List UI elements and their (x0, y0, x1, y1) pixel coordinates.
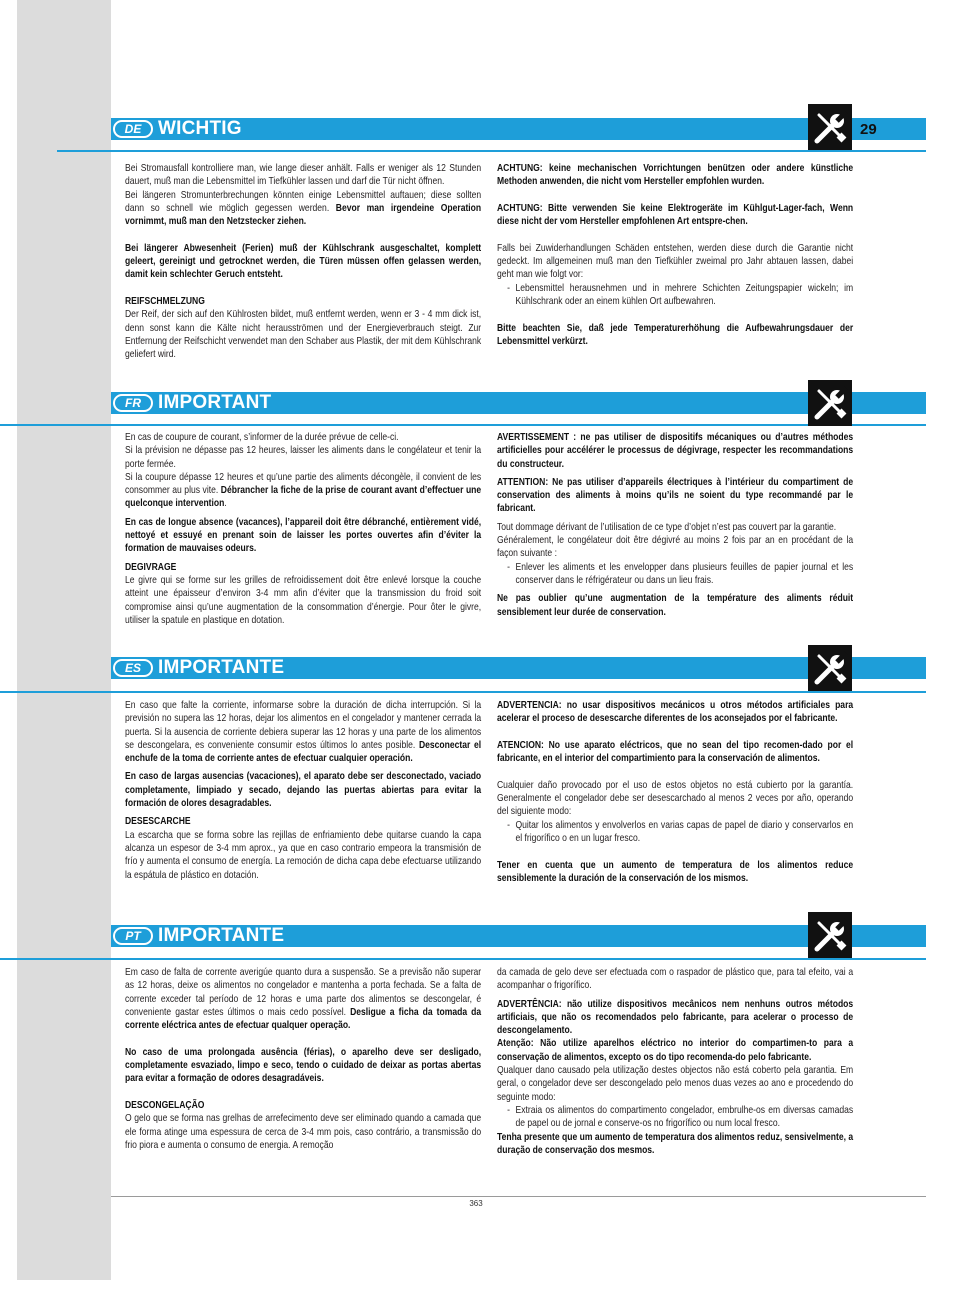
column-left (125, 966, 481, 1152)
paragraph: O gelo que se forma nas grelhas de arrefecimento deve ser eliminado quando a camada que ele forma atinge uma espessura de cerca de 3-4 mm pois, caso contrário, a transmissão do frio piora e aumenta o consumo de energia. A remoção (125, 1113, 482, 1151)
paragraph (497, 699, 853, 726)
section-rule (0, 691, 926, 693)
column-right (497, 966, 853, 1157)
section-rule (57, 150, 926, 152)
paragraph (125, 242, 481, 282)
paragraph (497, 476, 853, 516)
paragraph: Le givre qui se forme sur les grilles de refroidissement doit être enlevé lorsque la couche atteint une épaisseur d’environ 3-4 mm afin d’éviter que la transmission du froid soit compromise ainsi qu’une augmentation de la consommation d’énergie. Pour ôter le givre, utiliser la spatule en plastique en dotation. (125, 574, 482, 626)
paragraph-bold-text: Ne pas oublier qu’une augmentation de la température des aliments réduit sensiblement leur durée de conservation. (497, 593, 854, 618)
paragraph-text: Bei längeren Stromunterbrechungen könnten einige Lebensmittel auftauen; diese sollten dann so schnell wie möglich gegessen werden. (125, 189, 482, 214)
list-item-text: Extraia os alimentos do compartimento congelador, embrulhe-os em diversas camadas de papel ou de jornal e conserve-os no frigorífico ou num local fresco. (515, 1104, 854, 1130)
paragraph (125, 699, 481, 765)
column-left (125, 162, 481, 361)
section-header-bar (111, 925, 926, 947)
paragraph (497, 739, 853, 766)
paragraph-text: Em caso de falta de corrente averigúe quanto dura a suspensão. Se a previsão não superar as 12 horas, deixe os alimentos no congelador e mantenha a porta fechada. Se a falta de corrente exceder tal período de 12 horas e uma parte dos alimentos se descongelar, é conveniente gastar estes últimos o mais cedo possível. (125, 967, 482, 1018)
paragraph (497, 1037, 853, 1064)
wrench-icon (808, 912, 852, 958)
language-badge: FR (113, 394, 153, 412)
paragraph: En cas de coupure de courant, s’informer de la durée prévue de celle-ci. (125, 432, 399, 443)
paragraph-bold-text: En cas de longue absence (vacances), l’appareil doit être débranché, entièrement vidé, nettoyé et essuyé en prenant soin de laisser les portes ouvertes afin d’éviter la formation de mauvaises odeurs. (125, 516, 482, 555)
paragraph-text: En caso que falte la corriente, informarse sobre la duración de dicha interrupción. Si la previsión no supera las 12 horas, dejar los alimentos en el congelador y mantener cerrada la puerta. Si la ausencia de corriente debiera superar las 12 horas y una parte de los alimentos se descongelara, es conveniente consumir estos últimos lo antes posible. (125, 700, 482, 751)
paragraph-text: . (224, 498, 227, 510)
paragraph (497, 202, 853, 229)
paragraph-bold-text: AVERTISSEMENT : ne pas utiliser de dispositifs mécaniques ou d’autres méthodes artificielles pour accélérer le processus de dégivrage, respecter les recommandations du constructeur. (497, 432, 854, 470)
paragraph-bold-text: Desconectar el enchufe de la toma de corriente antes de efectuar cualquier operación. (125, 739, 482, 765)
language-badge: DE (113, 120, 153, 138)
language-badge: PT (113, 927, 153, 945)
paragraph-bold-text: ATENCION: No use aparato eléctricos, que no sean del tipo recomen-dado por el fabricante, en el interior del compartimiento para la conservación de alimentos. (497, 739, 854, 765)
paragraph-bold-text: Desligue a ficha da tomada da corrente eléctrica antes de efectuar qualquer operação. (125, 1006, 482, 1032)
wrench-icon (808, 645, 852, 691)
paragraph: Qualquer dano causado pela utilização destes objectos não está coberto pela garantia. Em geral, o congelador deve ser descongelado pelo menos duas vezes ao ano e procedendo do seguinte modo: (497, 1065, 854, 1103)
section-header-bar (111, 657, 926, 679)
section-header-bar (111, 392, 926, 414)
footer-page-number: 363 (469, 1199, 483, 1208)
paragraph-bold-text: ATTENTION: Ne pas utiliser d’appareils électriques à l’intérieur du compartiment de conservation des aliments à moins qu’ils ne soient du type recommandé par le fabricant. (497, 476, 854, 515)
paragraph: Cualquier daño provocado por el uso de estos objetos no está cubierto por la garantía. Generalmente el congelador debe ser desescarchado al menos 2 veces por año, operando del siguiente modo: (497, 779, 854, 818)
column-left (125, 431, 481, 627)
page-number: 29 (860, 121, 877, 138)
list-item-text: Quitar los alimentos y envolverlos en varias capas de papel de diario y conservarlos en el frigorífico o en un lugar fresco. (515, 819, 854, 844)
paragraph (497, 859, 853, 886)
list-dash: - (507, 561, 510, 573)
paragraph (497, 322, 853, 349)
section-title: IMPORTANTE (158, 925, 285, 946)
paragraph (125, 1046, 481, 1086)
paragraph: La escarcha que se forma sobre las rejillas de enfriamiento debe quitarse cuando la capa alcanza un espesor de 3-4 mm aprox., ya que en caso contrario empeora la transmisión de frío y aumenta el consumo de energía. La remoción de dicha capa debe efectuarse utilizando la espátula de plástico en dotación. (125, 829, 482, 881)
list-dash: - (507, 1104, 510, 1116)
paragraph: Der Reif, der sich auf den Kühlrosten bildet, muß entfernt werden, wenn er 3 - 4 mm dick ist, denn sonst kann die Kälte nicht herausströmen und der Energieverbrauch steigt. Zur Entfernung der Reifschicht verwendet man den Schaber aus Plastik, der mit dem Kühlschrank geliefert wird. (125, 309, 482, 361)
paragraph-text: Si la coupure dépasse 12 heures et qu’une partie des aliments décongèle, il convient de les consommer au plus vite. (125, 471, 482, 497)
wrench-icon (808, 380, 852, 426)
paragraph (497, 1131, 853, 1158)
section-header-bar (111, 118, 926, 140)
paragraph (497, 431, 853, 471)
paragraph (125, 471, 481, 511)
section-title: IMPORTANTE (158, 657, 285, 678)
paragraph: Tout dommage dérivant de l’utilisation de ce type d’objet n’est pas couvert par la garantie. (497, 521, 837, 533)
column-right (497, 431, 853, 619)
paragraph-bold-text: ACHTUNG: keine mechanischen Vorrichtungen benützen oder andere künstliche Methoden anwenden, die nicht vom Hersteller empfohlen wurden. (497, 163, 854, 188)
paragraph (497, 998, 853, 1038)
column-right (497, 699, 853, 885)
column-right (497, 162, 853, 348)
footer-rule (111, 1196, 926, 1197)
section-rule (0, 424, 926, 426)
list-item (497, 1104, 853, 1131)
paragraph (497, 162, 853, 189)
subheading: DEGIVRAGE (125, 561, 177, 573)
list-item (497, 561, 853, 588)
list-dash: - (507, 282, 510, 294)
paragraph: da camada de gelo deve ser efectuada com o raspador de plástico que, para tal efeito, vai a acompanhar o frigorífico. (497, 967, 854, 992)
paragraph (497, 592, 853, 619)
paragraph-bold-text: ADVERTÊNCIA: não utilize dispositivos mecânicos nem nenhuns outros métodos artificiais, que não os recomendados pelo fabricante, para acelerar o processo de descongelamento. (497, 998, 854, 1037)
paragraph-bold-text: Tenha presente que um aumento de temperatura dos alimentos reduz, sensivelmente, a duração de conservação dos mesmos. (497, 1131, 854, 1156)
column-left (125, 699, 481, 882)
paragraph (125, 189, 481, 229)
paragraph-bold-text: Bei längerer Abwesenheit (Ferien) muß der Kühlschrank ausgeschaltet, komplett geleert, gereinigt und getrocknet werden, die Türen müssen offen gelassen werden, damit kein schlechter Geruch entsteht. (125, 242, 482, 281)
list-item-text: Lebensmittel herausnehmen und in mehrere Schichten Zeitungspapier wickeln; im Kühlschrank oder an einem kühlen Ort aufbewahren. (515, 282, 854, 307)
paragraph-bold-text: Bevor man irgendeine Operation vornimmt, muß man den Netzstecker ziehen. (125, 202, 482, 228)
list-dash: - (507, 819, 510, 831)
paragraph-bold-text: Atenção: Não utilize aparelhos eléctrico no interior do compartimen-to para a conservação de alimentos, excepto os do tipo recomenda-do pelo fabricante. (497, 1038, 854, 1063)
wrench-icon (808, 104, 852, 150)
subheading: DESESCARCHE (125, 816, 191, 828)
paragraph-bold-text: ADVERTENCIA: no usar dispositivos mecánicos u otros métodos artificiales para acelerar el proceso de desescarche diferentes de los aconsejados por el fabricante. (497, 700, 854, 725)
paragraph-bold-text: No caso de uma prolongada ausência (férias), o aparelho deve ser desligado, completamente esvaziado, limpo e seco, tendo o cuidado de deixar as portas abertas para evitar a formação de odores desagradáveis. (125, 1046, 482, 1085)
left-margin-strip (17, 0, 111, 1280)
section-rule (0, 958, 926, 960)
paragraph (125, 770, 481, 810)
subheading: REIFSCHMELZUNG (125, 295, 205, 307)
paragraph-bold-text: En caso de largas ausencias (vacaciones), el aparato debe ser desconectado, vaciado completamente, limpiado y secado, dejando las puertas abiertas para evitar la formación de olores desagradables. (125, 771, 482, 810)
subheading: DESCONGELAÇÃO (125, 1099, 205, 1111)
paragraph: Si la prévision ne dépasse pas 12 heures, laisser les aliments dans le congélateur et tenir la porte fermée. (125, 445, 482, 470)
language-badge: ES (113, 659, 153, 677)
paragraph (125, 966, 481, 1032)
paragraph (125, 516, 481, 556)
paragraph-bold-text: ACHTUNG: Bitte verwenden Sie keine Elektrogeräte im Kühlgut-Lager-fach, Wenn diese nicht der vom Hersteller empfohlenen Art entspre-chen. (497, 202, 854, 228)
paragraph-bold-text: Tener en cuenta que un aumento de temperatura de los alimentos reduce sensiblemente la duración de la conservación de los mismos. (497, 859, 854, 884)
list-item (497, 282, 853, 309)
paragraph-bold-text: Débrancher la fiche de la prise de courant avant d’effectuer une quelconque intervention (125, 485, 482, 510)
paragraph: Falls bei Zuwiderhandlungen Schäden entstehen, werden diese durch die Garantie nicht gedeckt. Im allgemeinen muß man den Tiefkühler zweimal pro Jahr abtauen lassen, dabei geht man wie folgt vor: (497, 242, 854, 281)
paragraph: Généralement, le congélateur doit être dégivré au moins 2 fois par an en procédant de la façon suivante : (497, 535, 854, 560)
list-item (497, 819, 853, 846)
list-item-text: Enlever les aliments et les envelopper dans plusieurs feuilles de papier journal et les conserver dans le réfrigérateur ou dans un lieu frais. (515, 561, 854, 586)
section-title: WICHTIG (158, 118, 242, 139)
paragraph-bold-text: Bitte beachten Sie, daß jede Temperaturerhöhung die Aufbewahrungsdauer der Lebensmittel verkürzt. (497, 322, 854, 347)
paragraph: Bei Stromausfall kontrolliere man, wie lange dieser anhält. Falls er weniger als 12 Stunden dauert, muß man die Lebensmittel im Tiefkühler lassen und darf die Tür nicht öffnen. (125, 163, 482, 188)
section-title: IMPORTANT (158, 392, 272, 413)
